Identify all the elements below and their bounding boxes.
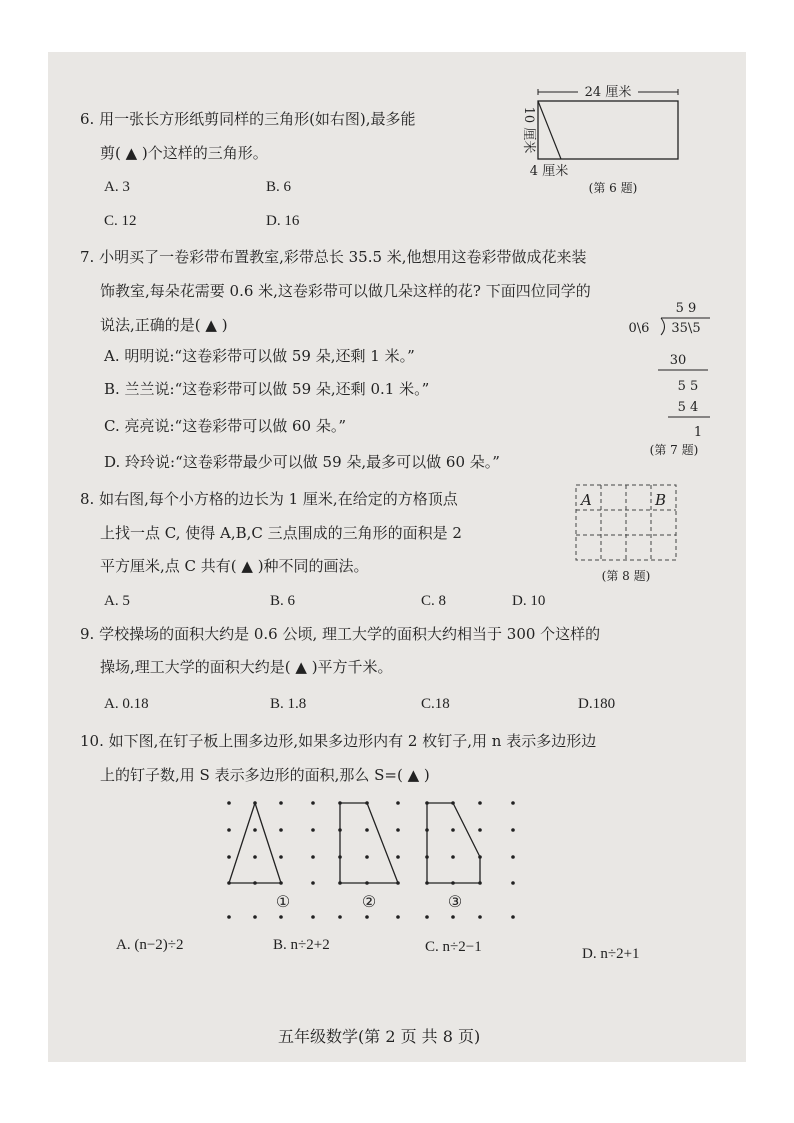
q7-option-b: B. 兰兰说:“这卷彩带可以做 59 朵,还剩 0.1 米。” (104, 380, 430, 398)
peg-dot (311, 881, 315, 885)
q8-line3: 平方厘米,点 C 共有( ▲ )种不同的画法。 (100, 557, 369, 575)
q6-top-label: 24 厘米 (584, 85, 632, 100)
peg-dot (311, 801, 315, 805)
q7-step1: 30 (669, 353, 687, 368)
peg-dot (227, 801, 231, 805)
polygon-3-label: ③ (447, 892, 463, 911)
peg-dot (451, 828, 455, 832)
q7-step3: 5 4 (677, 400, 699, 415)
q6-option-d: D. 16 (266, 213, 300, 229)
polygon-2-label: ② (361, 892, 377, 911)
peg-dot (279, 855, 283, 859)
peg-dot (253, 915, 257, 919)
peg-dot (311, 855, 315, 859)
peg-dot (365, 915, 369, 919)
q7-option-d: D. 玲玲说:“这卷彩带最少可以做 59 朵,最多可以做 60 朵。” (104, 453, 500, 471)
peg-dot (511, 828, 515, 832)
q7-divisor: 0\6 (628, 321, 650, 336)
q7-quotient: 5 9 (675, 301, 697, 316)
peg-dot (478, 828, 482, 832)
peg-dot (365, 828, 369, 832)
q8-point-b: B (655, 491, 667, 509)
q7-line1: 7. 小明买了一卷彩带布置教室,彩带总长 35.5 米,他想用这卷彩带做成花来装 (80, 248, 587, 266)
peg-dot (253, 828, 257, 832)
q9-option-b: B. 1.8 (270, 696, 307, 712)
peg-dot (511, 855, 515, 859)
peg-dot (511, 801, 515, 805)
peg-dot (478, 801, 482, 805)
peg-dot (396, 828, 400, 832)
q8-option-a: A. 5 (104, 593, 130, 609)
peg-dot (396, 915, 400, 919)
peg-dot (425, 915, 429, 919)
q7-line2: 饰教室,每朵花需要 0.6 米,这卷彩带可以做几朵这样的花? 下面四位同学的 (100, 282, 591, 300)
q6-option-b: B. 6 (266, 179, 292, 195)
peg-dot (279, 801, 283, 805)
q9-line1: 9. 学校操场的面积大约是 0.6 公顷, 理工大学的面积大约相当于 300 个这样的 (80, 625, 601, 643)
peg-dot (338, 915, 342, 919)
q6-caption: (第 6 题) (588, 181, 638, 195)
q10-option-d: D. n÷2+1 (582, 946, 640, 962)
q9-option-c: C.18 (421, 696, 450, 712)
q8-option-d: D. 10 (512, 593, 546, 609)
peg-dot (451, 855, 455, 859)
peg-dot (227, 828, 231, 832)
q6-figure (503, 77, 703, 202)
q6-side-label: 10 厘米 (521, 106, 536, 154)
peg-dot (311, 828, 315, 832)
q10-option-a: A. (n−2)÷2 (116, 937, 184, 953)
q10-line2: 上的钉子数,用 S 表示多边形的面积,那么 S=( ▲ ) (100, 766, 430, 784)
q8-line2: 上找一点 C, 使得 A,B,C 三点围成的三角形的面积是 2 (100, 524, 462, 542)
peg-dot (396, 801, 400, 805)
peg-dot (311, 915, 315, 919)
q8-point-a: A (581, 491, 592, 509)
peg-dot (511, 881, 515, 885)
polygon-1-label: ① (275, 892, 291, 911)
q8-option-b: B. 6 (270, 593, 296, 609)
peg-dot (279, 828, 283, 832)
q8-caption: (第 8 题) (601, 569, 651, 583)
page-footer: 五年级数学(第 2 页 共 8 页) (278, 1027, 481, 1046)
q6-line2: 剪( ▲ )个这样的三角形。 (100, 144, 268, 162)
q7-caption: (第 7 题) (649, 443, 699, 457)
peg-dot (253, 855, 257, 859)
polygon-3 (427, 803, 480, 883)
peg-dot (511, 915, 515, 919)
q8-option-c: C. 8 (421, 593, 447, 609)
q6-option-a: A. 3 (104, 179, 130, 195)
q10-pegboard-figure (223, 800, 523, 925)
q7-remainder: 1 (693, 425, 703, 440)
exam-page (48, 52, 746, 1062)
polygon-2 (340, 803, 398, 883)
polygon-1 (229, 803, 281, 883)
q6-bottom-label: 4 厘米 (529, 164, 569, 179)
q9-line2: 操场,理工大学的面积大约是( ▲ )平方千米。 (100, 658, 393, 676)
peg-dot (451, 915, 455, 919)
q10-option-b: B. n÷2+2 (273, 937, 330, 953)
q6-line1: 6. 用一张长方形纸剪同样的三角形(如右图),最多能 (80, 110, 416, 128)
q7-line3: 说法,正确的是( ▲ ) (100, 316, 228, 334)
q7-option-c: C. 亮亮说:“这卷彩带可以做 60 朵。” (104, 417, 346, 435)
q10-line1: 10. 如下图,在钉子板上围多边形,如果多边形内有 2 枚钉子,用 n 表示多边形边 (80, 732, 597, 750)
q7-dividend: 35\5 (671, 321, 701, 336)
q7-option-a: A. 明明说:“这卷彩带可以做 59 朵,还剩 1 米。” (104, 347, 415, 365)
peg-dot (396, 855, 400, 859)
q8-line1: 8. 如右图,每个小方格的边长为 1 厘米,在给定的方格顶点 (80, 490, 458, 508)
peg-dot (279, 915, 283, 919)
q9-option-d: D.180 (578, 696, 616, 712)
q9-option-a: A. 0.18 (104, 696, 149, 712)
peg-dot (478, 915, 482, 919)
peg-dot (227, 915, 231, 919)
q8-grid-figure (566, 477, 686, 587)
peg-dot (227, 855, 231, 859)
q7-long-division (616, 294, 716, 460)
peg-dot (365, 855, 369, 859)
q7-step2: 5 5 (677, 379, 699, 394)
q10-option-c: C. n÷2−1 (425, 939, 482, 955)
q6-option-c: C. 12 (104, 213, 137, 229)
